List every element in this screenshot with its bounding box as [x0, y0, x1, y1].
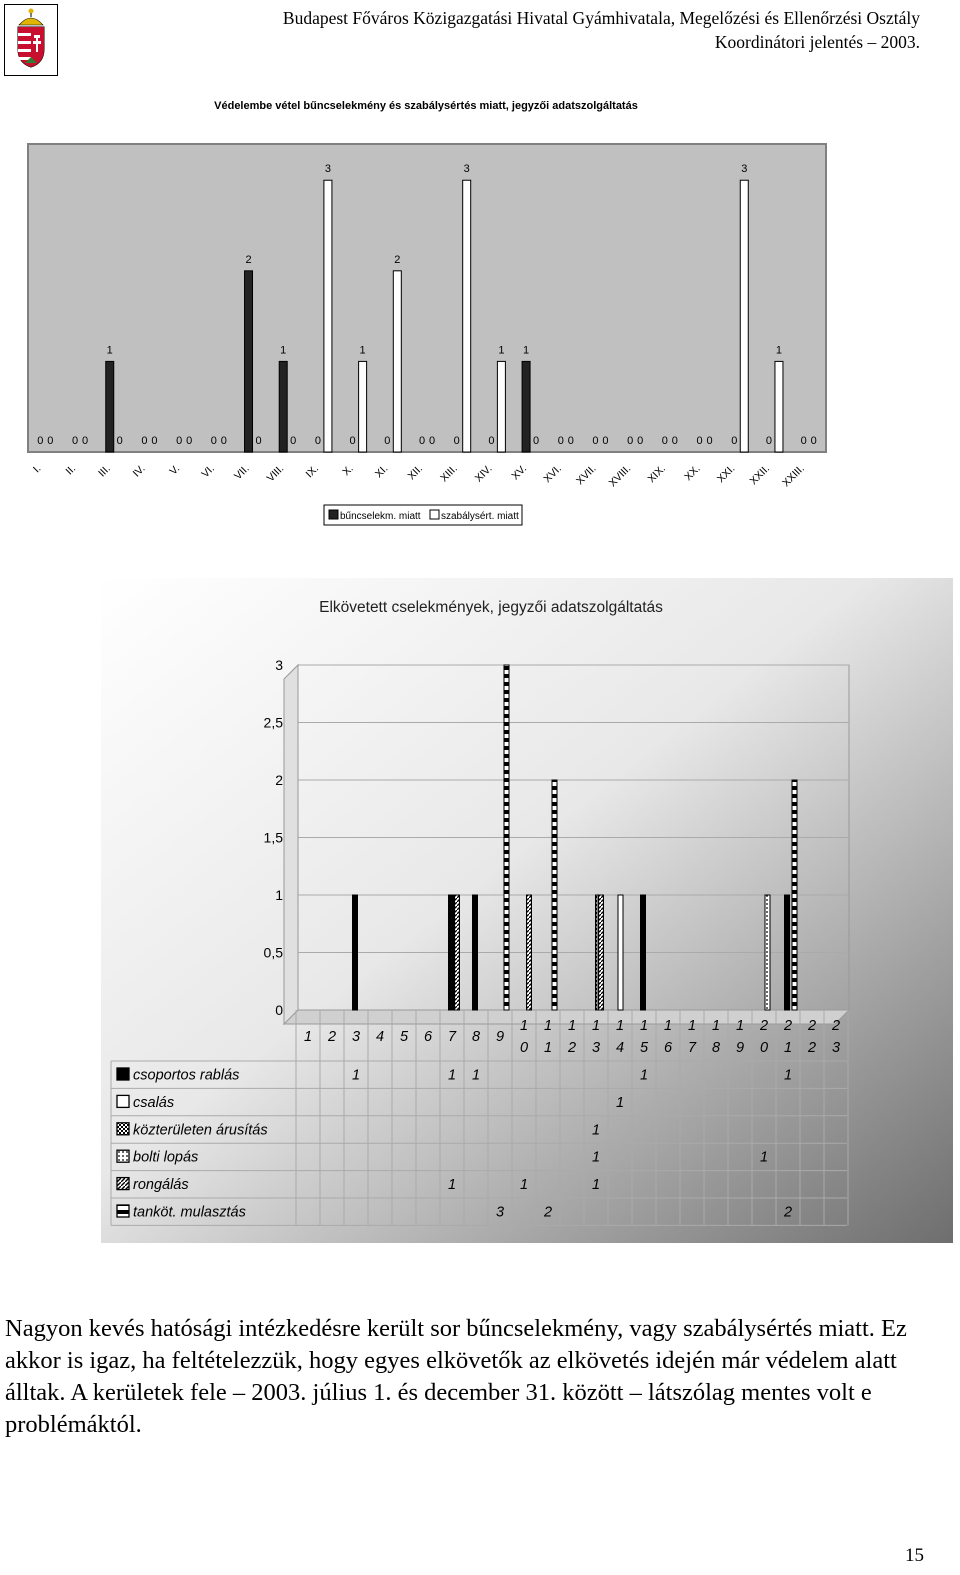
chart1-data-label: 0 [810, 435, 817, 447]
chart1-category-label: XXI. [714, 462, 738, 486]
chart2-category-digit: 9 [735, 1040, 745, 1056]
chart2 [101, 578, 953, 1243]
page-number: 15 [905, 1545, 924, 1566]
chart1-data-label: 1 [359, 344, 366, 357]
chart1-legend-swatch [329, 510, 338, 519]
chart2-table-value: 1 [351, 1067, 361, 1084]
chart1-category-label: XVII. [574, 462, 599, 488]
chart1-category-label: IX. [303, 462, 322, 481]
chart1-data-label: 0 [592, 435, 599, 447]
chart2-bar [785, 895, 790, 1010]
chart2-legend-swatch [117, 1178, 129, 1190]
chart2-table-value: 3 [495, 1204, 505, 1221]
chart1-data-label: 0 [671, 435, 678, 447]
chart1-data-label: 0 [557, 435, 564, 447]
body-paragraph: Nagyon kevés hatósági intézkedésre került sor bűncselekmény, vagy szabálysértés miatt. Ez akkor is igaz, ha feltételezzük, hogy egyes elkövetők az elkövetés idején már védelem alatt álltak. A kerületek fele – 2003. július 1. és december 31. között – látszólag mentes volt e problémáktól. [5, 1315, 907, 1438]
chart1-data-label: 0 [731, 435, 738, 447]
chart1-data-label: 0 [314, 435, 321, 447]
chart2-y-tick: 1 [275, 887, 283, 903]
chart2-category-digit: 0 [519, 1040, 529, 1056]
chart2-category-digit: 1 [543, 1018, 553, 1034]
chart2-bar [353, 895, 358, 1010]
chart1-data-label: 0 [37, 435, 44, 447]
crest-icon [4, 4, 58, 76]
header-institution: Budapest Főváros Közigazgatási Hivatal Gyámhivatala, Megelőzési és Ellenőrzési Osztály [282, 8, 920, 28]
chart2-legend-swatch [117, 1123, 129, 1135]
chart1-data-label: 0 [533, 435, 540, 447]
chart2-table-value: 1 [591, 1149, 601, 1166]
chart2-y-tick: 0 [275, 1002, 283, 1018]
chart1-category-label: VIII. [264, 462, 287, 485]
chart2-bar [527, 895, 532, 1010]
chart1-data-label: 1 [280, 344, 287, 357]
chart2-bar [473, 895, 478, 1010]
chart2-category-digit: 2 [759, 1018, 769, 1034]
chart2-y-tick: 0,5 [263, 944, 283, 961]
chart2-table-value: 2 [543, 1204, 553, 1221]
chart2-bar [449, 895, 454, 1010]
chart1-bar [775, 361, 783, 452]
chart2-category-digit: 5 [639, 1040, 649, 1056]
chart1-bar [324, 180, 332, 452]
chart1-data-label: 0 [47, 435, 54, 447]
chart2-table-value: 1 [591, 1122, 601, 1139]
chart2-bar [618, 895, 623, 1010]
chart1-bar [740, 180, 748, 452]
chart1-data-label: 0 [765, 435, 773, 447]
chart1-data-label: 0 [116, 435, 123, 447]
chart1-data-label: 0 [567, 435, 574, 447]
chart1-category-label: XIII. [438, 462, 460, 485]
chart1-data-label: 0 [71, 435, 79, 447]
chart2-category-digit: 2 [807, 1040, 817, 1056]
chart2-category-label: 6 [423, 1029, 433, 1045]
chart1-category-label: XII. [405, 462, 426, 483]
chart2-table-value: 1 [591, 1177, 601, 1194]
chart1-category-label: XX. [682, 462, 703, 484]
chart1-data-label: 2 [394, 253, 401, 266]
chart2-table-value: 1 [447, 1177, 457, 1194]
chart2-category-digit: 1 [687, 1018, 697, 1034]
chart1-data-label: 0 [384, 435, 391, 447]
chart1-legend-label: szabálysért. miatt [441, 511, 519, 522]
chart1-data-label: 0 [210, 435, 217, 447]
chart2-series-label: tanköt. mulasztás [133, 1204, 246, 1221]
chart1-data-label: 0 [453, 435, 460, 447]
chart2-bar [455, 895, 460, 1010]
chart2-series-label: közterületen árusítás [133, 1122, 268, 1139]
chart2-title: Elkövetett cselekmények, jegyzői adatszolgáltatás [319, 599, 663, 616]
chart1 [0, 130, 860, 530]
chart1-data-label: 0 [428, 435, 436, 447]
chart1-data-label: 0 [186, 435, 193, 447]
chart1-bar [359, 361, 367, 452]
chart2-legend-swatch [117, 1150, 129, 1162]
chart2-bar [599, 895, 604, 1010]
chart1-data-label: 0 [418, 435, 426, 447]
chart2-series-label: rongálás [133, 1177, 189, 1194]
chart2-y-tick: 1,5 [263, 829, 283, 846]
chart1-data-label: 0 [176, 435, 183, 447]
chart2-category-label: 3 [351, 1029, 361, 1045]
chart2-category-label: 5 [399, 1029, 409, 1045]
chart2-category-digit: 1 [591, 1018, 601, 1034]
chart1-data-label: 0 [800, 435, 807, 447]
chart1-category-label: III. [96, 462, 113, 480]
chart2-category-digit: 1 [519, 1018, 529, 1034]
chart1-bar [106, 361, 114, 452]
chart2-category-digit: 1 [711, 1018, 721, 1034]
chart2-bar [765, 895, 770, 1010]
chart2-bar [552, 780, 557, 1010]
chart1-data-label: 0 [627, 435, 634, 447]
chart1-bar [245, 271, 253, 452]
chart2-side-wall [284, 665, 298, 1024]
chart2-table-value: 1 [615, 1094, 625, 1111]
chart1-bar [279, 361, 287, 452]
chart1-legend [324, 505, 522, 525]
chart2-table-value: 2 [783, 1204, 793, 1221]
chart1-category-label: VII. [232, 462, 252, 483]
chart2-category-label: 9 [495, 1029, 505, 1045]
chart2-category-digit: 8 [711, 1040, 721, 1056]
chart2-legend-swatch [117, 1205, 129, 1217]
chart2-bar [641, 895, 646, 1010]
chart2-category-digit: 0 [759, 1040, 769, 1056]
chart2-category-digit: 2 [783, 1018, 793, 1034]
chart1-bar [522, 361, 530, 452]
chart2-category-label: 7 [447, 1029, 457, 1045]
chart1-category-label: XXIII. [780, 462, 807, 490]
chart1-data-label: 0 [602, 435, 609, 447]
chart1-data-label: 0 [696, 435, 703, 447]
chart1-category-label: V. [167, 462, 183, 478]
chart1-bar [497, 361, 505, 452]
chart1-data-label: 0 [488, 435, 495, 447]
chart1-data-label: 1 [498, 344, 505, 357]
chart2-y-tick: 3 [275, 657, 283, 673]
header-report-title: Koordinátori jelentés – 2003. [714, 32, 920, 52]
chart1-category-label: XXII. [747, 462, 773, 488]
chart1-data-label: 3 [741, 163, 748, 176]
chart1-data-label: 0 [637, 435, 644, 447]
chart2-bar [504, 665, 509, 1010]
chart2-category-digit: 7 [687, 1040, 697, 1056]
chart2-category-digit: 4 [615, 1040, 625, 1056]
chart1-data-label: 0 [349, 435, 356, 447]
chart2-category-digit: 1 [783, 1040, 793, 1056]
chart1-data-label: 2 [245, 253, 252, 266]
chart2-y-tick: 2 [275, 772, 283, 788]
chart2-series-label: csalás [133, 1094, 175, 1111]
chart2-table-value: 1 [519, 1177, 529, 1194]
chart1-data-label: 0 [255, 435, 262, 447]
chart2-category-label: 1 [303, 1029, 313, 1045]
chart2-table-value: 1 [639, 1067, 649, 1084]
chart2-category-digit: 2 [567, 1040, 577, 1056]
chart2-y-tick: 2,5 [263, 714, 283, 731]
chart2-category-digit: 1 [639, 1018, 649, 1034]
chart2-legend-swatch [117, 1095, 129, 1107]
chart1-data-label: 0 [661, 435, 668, 447]
chart1-category-label: XVIII. [606, 462, 634, 490]
chart2-category-digit: 1 [735, 1018, 745, 1034]
chart1-data-label: 1 [775, 344, 783, 357]
chart1-category-label: XV. [509, 462, 530, 483]
chart2-category-digit: 1 [615, 1018, 625, 1034]
chart1-data-label: 0 [81, 435, 89, 447]
chart1-data-label: 0 [706, 435, 713, 447]
chart2-category-digit: 3 [591, 1040, 601, 1056]
chart1-data-label: 3 [463, 163, 470, 176]
chart1-data-label: 0 [151, 435, 158, 447]
chart1-plot-area [28, 144, 826, 452]
chart1-data-label: 3 [324, 163, 331, 176]
chart2-category-digit: 2 [807, 1018, 817, 1034]
chart1-data-label: 1 [106, 344, 113, 357]
chart2-category-digit: 1 [567, 1018, 577, 1034]
chart1-legend-swatch [430, 510, 439, 519]
chart1-category-label: I. [30, 462, 44, 476]
chart1-title: Védelembe vétel bűncselekmény és szabálysértés miatt, jegyzői adatszolgáltatás [214, 100, 638, 112]
chart2-bar [792, 780, 797, 1010]
chart2-table-value: 1 [471, 1067, 481, 1084]
chart2-category-digit: 1 [543, 1040, 553, 1056]
chart2-series-label: bolti lopás [133, 1149, 199, 1166]
chart1-bar [463, 180, 471, 452]
chart1-data-label: 0 [220, 435, 227, 447]
chart1-data-label: 0 [141, 435, 148, 447]
chart1-category-label: XI. [372, 462, 391, 481]
chart2-table-value: 1 [759, 1149, 769, 1166]
chart2-table-value: 1 [783, 1067, 793, 1084]
chart1-category-label: IV. [130, 462, 148, 480]
chart1-data-label: 0 [290, 435, 297, 447]
chart2-category-digit: 2 [831, 1018, 841, 1034]
chart2-category-digit: 1 [663, 1018, 673, 1034]
chart2-category-digit: 3 [831, 1040, 841, 1056]
chart2-legend-swatch [117, 1068, 129, 1080]
chart2-category-label: 2 [327, 1029, 337, 1045]
chart1-category-label: VI. [199, 462, 217, 481]
chart2-category-label: 8 [471, 1029, 481, 1045]
chart1-category-label: X. [340, 462, 356, 479]
chart2-category-digit: 6 [663, 1040, 673, 1056]
chart2-series-label: csoportos rablás [133, 1067, 240, 1084]
chart1-category-label: II. [63, 462, 79, 478]
chart2-category-label: 4 [375, 1029, 385, 1045]
chart1-bar [393, 271, 401, 452]
chart2-table-value: 1 [447, 1067, 457, 1084]
chart1-legend-label: bűncselekm. miatt [340, 511, 421, 522]
chart1-category-label: XVI. [541, 462, 564, 486]
chart1-category-label: XIV. [472, 462, 495, 485]
chart1-category-label: XIX. [645, 462, 668, 486]
chart1-data-label: 1 [523, 344, 530, 357]
